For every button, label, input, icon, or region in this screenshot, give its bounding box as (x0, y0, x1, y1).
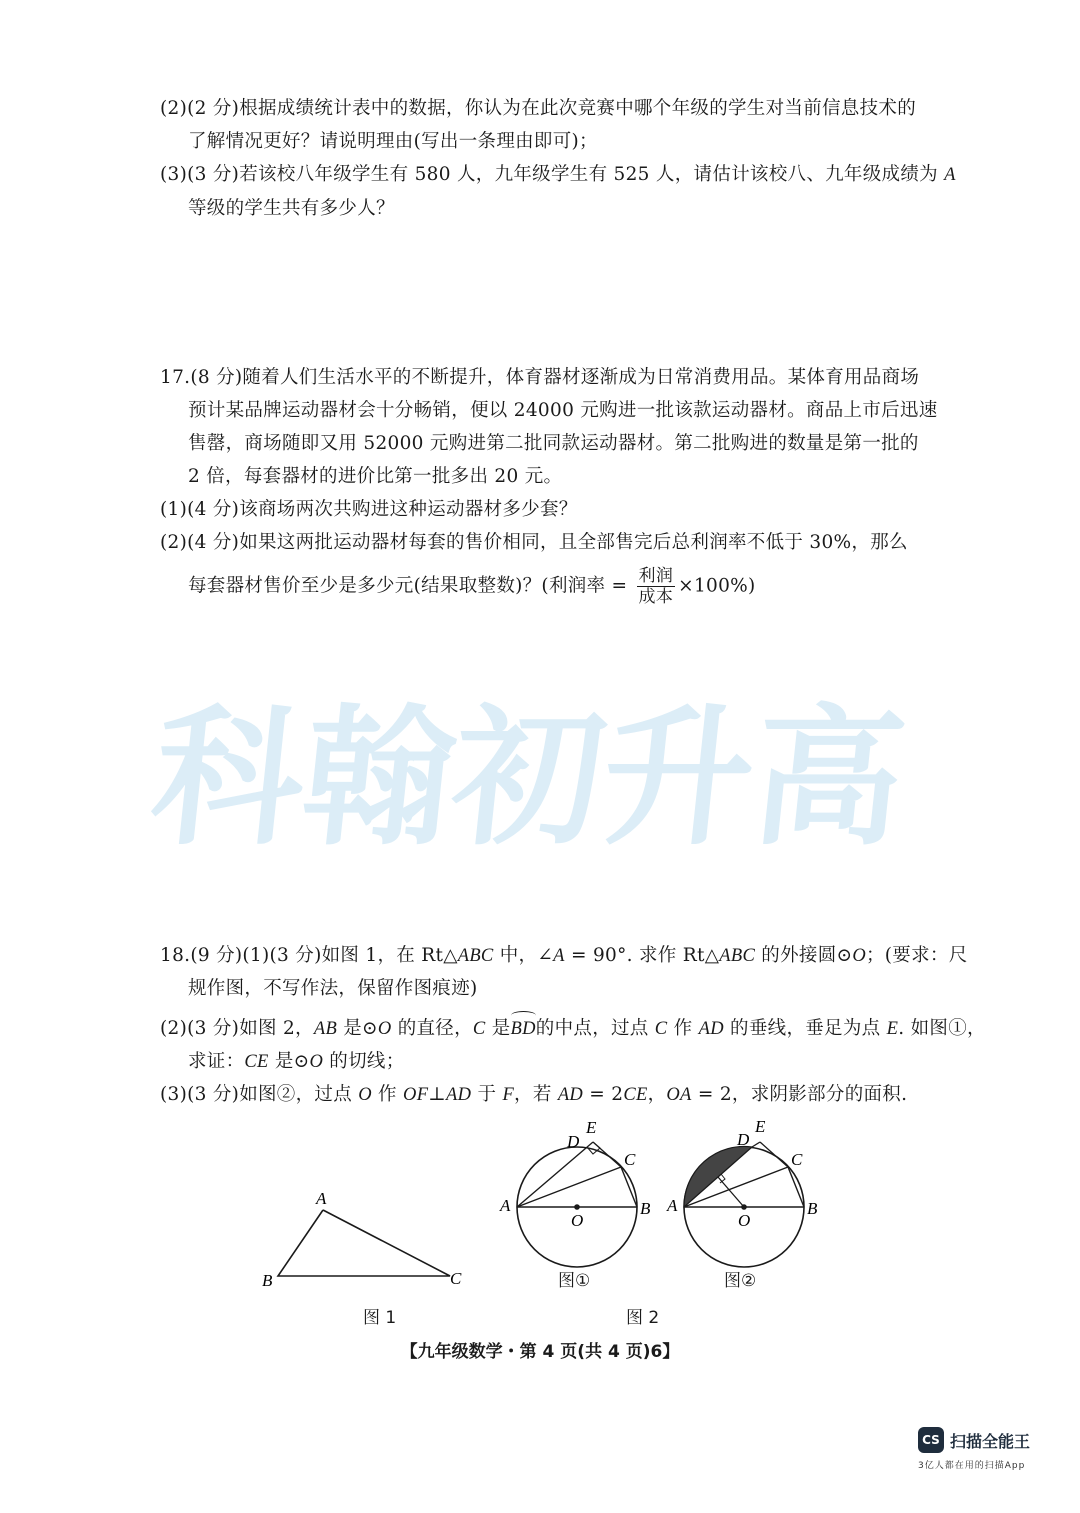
fig2b-label-e: E (755, 1117, 766, 1136)
fig1-label-b: B (262, 1271, 273, 1290)
q17-part2-line2: 每套器材售价至少是多少元(结果取整数)？(利润率 = $\frac{\text{利润}}{\text{成本}}$ ×100%) (188, 566, 756, 607)
figure-2-2-circle (662, 1112, 832, 1292)
q18-line2: 规作图，不写作法，保留作图痕迹) (188, 978, 478, 999)
q17-part1: (1)(4 分)该商场两次共购进这种运动器材多少套？ (160, 499, 578, 520)
q18-line1: 18.(9 分)(1)(3 分)如图 1，在 Rt△ABC 中，∠A = 90°. 求作 Rt△ABC 的外接圆⊙O；(要求：尺 (160, 945, 968, 966)
fig2b-label-c: C (791, 1150, 803, 1169)
q16-part3-line2: 等级的学生共有多少人？ (188, 198, 395, 219)
fig2a-caption: 图① (558, 1271, 591, 1291)
q18-line4: 求证：CE 是⊙O 的切线； (188, 1051, 405, 1072)
fig2-caption: 图 2 (626, 1308, 660, 1328)
fig2a-label-a: A (500, 1196, 511, 1215)
fig2b-label-o: O (738, 1211, 751, 1230)
fig2a-label-e: E (586, 1118, 597, 1137)
arc-bd: BD (511, 1016, 536, 1042)
shaded-region (684, 1146, 752, 1207)
profit-rate-fraction: $\frac{\text{利润}}{\text{成本}}$ (638, 566, 674, 607)
fig2a-label-o: O (571, 1211, 584, 1230)
q17-stem-line4: 2 倍，每套器材的进价比第一批多出 20 元。 (188, 466, 563, 487)
q17-part2-line1: (2)(4 分)如果这两批运动器材每套的售价相同，且全部售完后总利润率不低于 30%，那么 (160, 532, 908, 553)
watermark (140, 670, 940, 870)
fig2a-label-c: C (624, 1150, 636, 1169)
fig1-label-a: A (316, 1189, 327, 1208)
figure-1-triangle (250, 1180, 480, 1295)
q16-part2-line1: (2)(2 分)根据成绩统计表中的数据，你认为在此次竞赛中哪个年级的学生对当前信息技术的 (160, 98, 916, 119)
watermark-text: 科翰初升高 (144, 691, 913, 866)
q17-stem-line3: 售罄，商场随即又用 52000 元购进第二批同款运动器材。第二批购进的数量是第一批的 (188, 433, 919, 454)
q16-part3-line1: (3)(3 分)若该校八年级学生有 580 人，九年级学生有 525 人，请估计该校八、九年级成绩为 A (160, 164, 956, 185)
camscanner-icon: CS (918, 1427, 944, 1453)
fig2b-label-b: B (807, 1199, 818, 1218)
fig1-caption: 图 1 (363, 1308, 397, 1328)
fig1-label-c: C (450, 1269, 462, 1288)
fig2b-label-a: A (667, 1196, 678, 1215)
figure-2-1-circle (495, 1112, 665, 1292)
q18-line5: (3)(3 分)如图②，过点 O 作 OF⊥AD 于 F，若 AD = 2CE，OA = 2，求阴影部分的面积. (160, 1084, 908, 1105)
fig2a-label-b: B (640, 1199, 651, 1218)
q17-stem-line1: 17.(8 分)随着人们生活水平的不断提升，体育器材逐渐成为日常消费用品。某体育用品商场 (160, 367, 920, 388)
camscanner-badge (918, 1427, 1030, 1453)
page-footer: 【九年级数学・第 4 页(共 4 页)6】 (400, 1342, 680, 1362)
fig2b-label-d: D (737, 1130, 750, 1149)
q16-part2-line2: 了解情况更好？请说明理由(写出一条理由即可)； (188, 131, 598, 152)
fig2b-caption: 图② (724, 1271, 757, 1291)
q17-stem-line2: 预计某品牌运动器材会十分畅销，便以 24000 元购进一批该款运动器材。商品上市后迅速 (188, 400, 938, 421)
camscanner-tagline: 3亿人都在用的扫描App (918, 1461, 1026, 1471)
camscanner-name: 扫描全能王 (950, 1431, 1031, 1451)
fig2a-label-d: D (567, 1132, 580, 1151)
q18-line3: (2)(3 分)如图 2，AB 是⊙O 的直径，C 是BD的中点，过点 C 作 AD 的垂线，垂足为点 E. 如图①， (160, 1016, 986, 1042)
